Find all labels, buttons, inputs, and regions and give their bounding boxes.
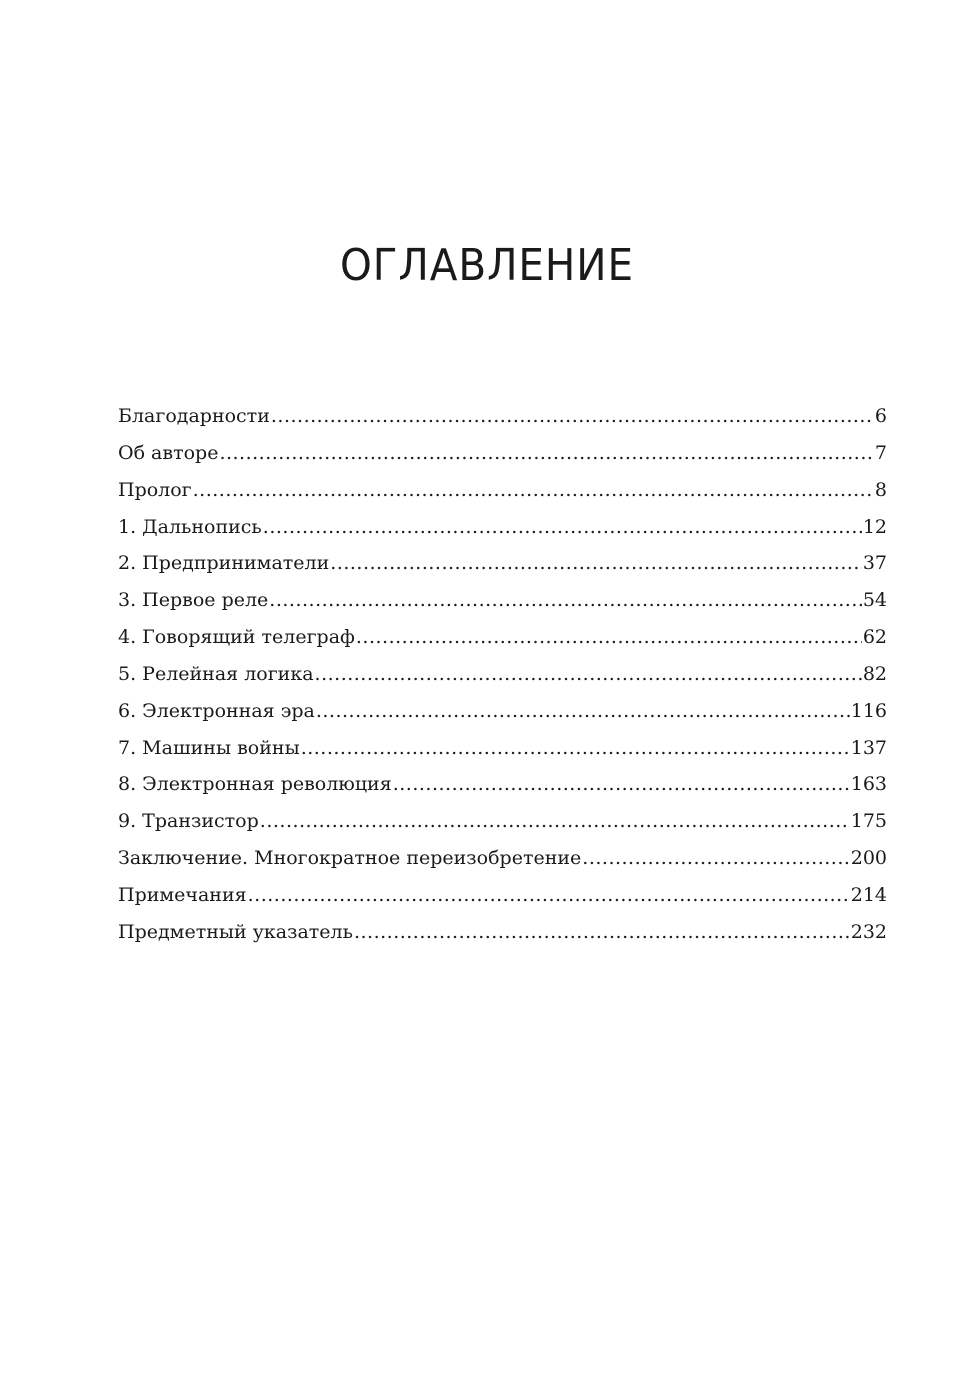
- toc-leader-dots: [269, 582, 862, 618]
- toc-entry-label: 5. Релейная логика: [118, 662, 314, 685]
- toc-leader-dots: [354, 914, 850, 950]
- toc-entry: [118, 766, 887, 803]
- toc-leader-dots: [248, 877, 850, 913]
- toc-leader-dots: [393, 766, 850, 802]
- toc-entry: [118, 877, 887, 914]
- toc-entry-label: Примечания: [118, 883, 247, 906]
- toc-entry-page: 37: [862, 552, 887, 575]
- toc-entry-page: 116: [850, 699, 887, 722]
- toc-leader-dots: [316, 693, 850, 729]
- toc-entry-page: 12: [862, 515, 887, 538]
- toc-leader-dots: [301, 730, 850, 766]
- toc-leader-dots: [315, 656, 862, 692]
- toc-entry: [118, 545, 887, 582]
- toc-entry-label: Об авторе: [118, 441, 219, 464]
- toc-entry-label: 6. Электронная эра: [118, 699, 315, 722]
- toc-entry: [118, 398, 887, 435]
- toc-entry-page: 232: [850, 920, 887, 943]
- toc-entry-page: 200: [850, 847, 887, 870]
- toc-entry-label: 3. Первое реле: [118, 589, 269, 612]
- toc-entry: [118, 582, 887, 619]
- toc-leader-dots: [263, 509, 862, 545]
- toc-entry-page: 6: [874, 405, 887, 427]
- toc-entry-page: 54: [862, 589, 887, 612]
- toc-leader-dots: [582, 840, 849, 876]
- toc-entry: [118, 509, 887, 546]
- toc-leader-dots: [271, 398, 874, 434]
- toc-entry-label: Предметный указатель: [118, 920, 353, 943]
- toc-leader-dots: [330, 545, 862, 581]
- toc-entry-label: 1. Дальнопись: [118, 515, 262, 538]
- toc-entry-label: 8. Электронная революция: [118, 773, 392, 796]
- toc-entry: [118, 693, 887, 730]
- toc-leader-dots: [356, 619, 862, 655]
- toc-entry: [118, 619, 887, 656]
- toc-entry-page: 82: [862, 662, 887, 685]
- toc-leader-dots: [193, 472, 874, 508]
- toc-entry-page: 7: [874, 441, 887, 464]
- toc-entry-page: 8: [874, 478, 887, 501]
- table-of-contents: [118, 398, 887, 951]
- toc-entry: [118, 803, 887, 840]
- toc-entry: [118, 656, 887, 693]
- toc-entry-label: Пролог: [118, 478, 192, 501]
- toc-entry-label: Заключение. Многократное переизобретение: [118, 847, 582, 870]
- toc-entry-page: 163: [850, 773, 887, 796]
- toc-entry: [118, 472, 887, 509]
- page-title: ОГЛАВЛЕНИЕ: [340, 240, 634, 291]
- toc-leader-dots: [260, 803, 850, 839]
- toc-entry-label: 7. Машины войны: [118, 736, 300, 759]
- toc-entry-label: 2. Предприниматели: [118, 552, 330, 575]
- toc-entry: [118, 730, 887, 767]
- toc-entry-page: 62: [862, 626, 887, 649]
- toc-leader-dots: [219, 435, 873, 471]
- toc-entry: [118, 435, 887, 472]
- toc-entry-label: 9. Транзистор: [118, 810, 259, 833]
- toc-entry-page: 137: [850, 736, 887, 759]
- toc-entry-label: Благодарности: [118, 405, 270, 427]
- toc-entry-page: 214: [850, 883, 887, 906]
- toc-entry-label: 4. Говорящий телеграф: [118, 626, 355, 649]
- toc-entry: [118, 840, 887, 877]
- toc-entry-page: 175: [850, 810, 887, 833]
- toc-entry: [118, 914, 887, 951]
